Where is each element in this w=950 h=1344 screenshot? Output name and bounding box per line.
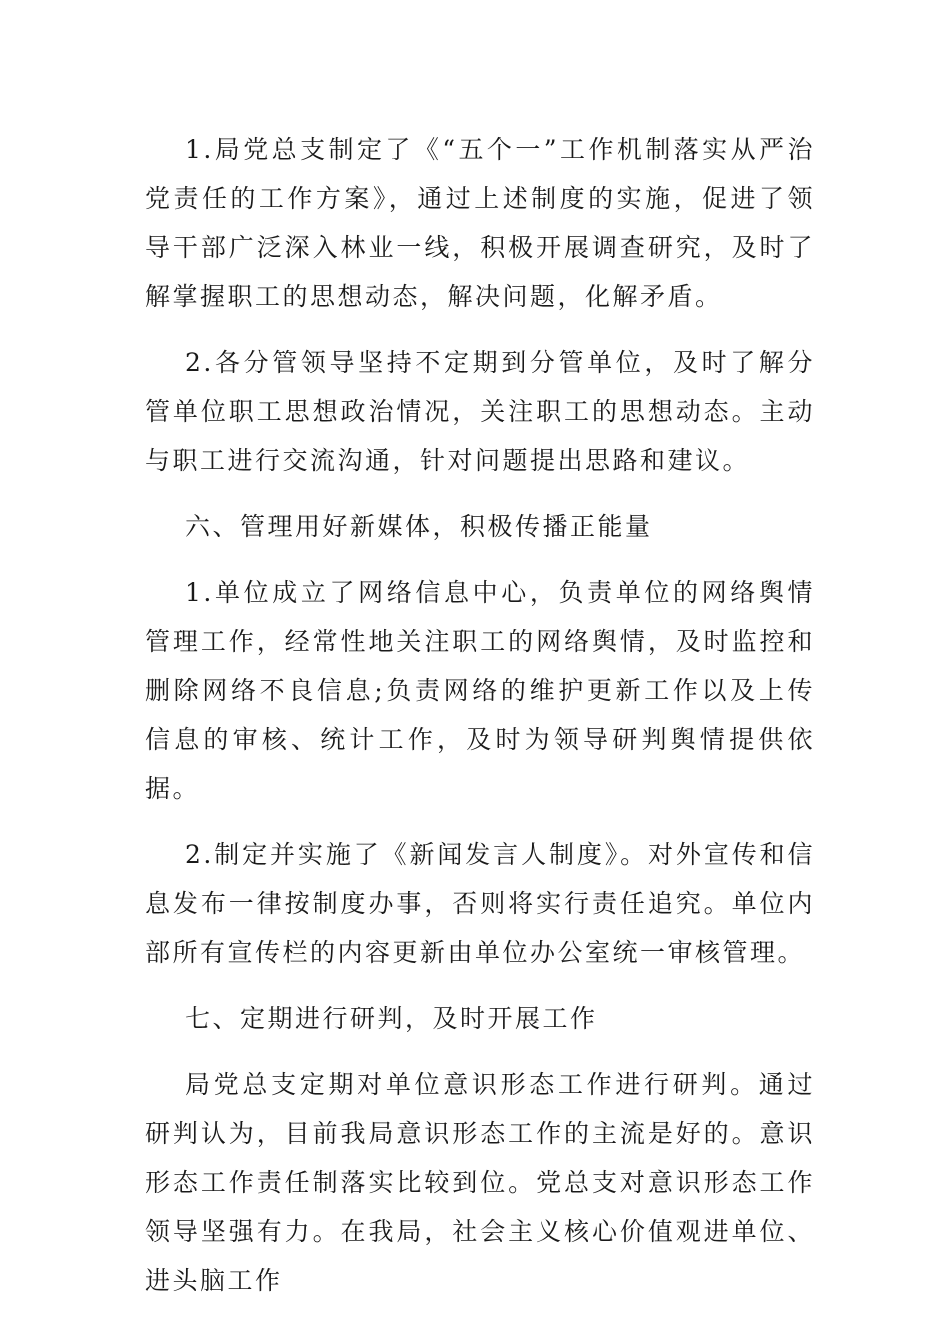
paragraph-6-2: 2.制定并实施了《新闻发言人制度》。对外宣传和信息发布一律按制度办事，否则将实行责任追究。单位内部所有宣传栏的内容更新由单位办公室统一审核管理。 — [145, 840, 815, 967]
section-heading-7: 七、定期进行研判，及时开展工作 — [185, 1004, 598, 1033]
paragraph-1-2: 2.各分管领导坚持不定期到分管单位，及时了解分管单位职工思想政治情况，关注职工的思想动态。主动与职工进行交流沟通，针对问题提出思路和建议。 — [145, 348, 815, 475]
section-heading-6: 六、管理用好新媒体，积极传播正能量 — [185, 512, 653, 541]
paragraph-1-1: 1.局党总支制定了《“五个一”工作机制落实从严治党责任的工作方案》，通过上述制度的实施，促进了领导干部广泛深入林业一线，积极开展调查研究，及时了解掌握职工的思想动态，解决问题，化解矛盾。 — [145, 135, 815, 311]
paragraph-6-1: 1.单位成立了网络信息中心，负责单位的网络舆情管理工作，经常性地关注职工的网络舆情，及时监控和删除网络不良信息;负责网络的维护更新工作以及上传信息的审核、统计工作，及时为领导研判舆情提供依据。 — [145, 578, 815, 803]
paragraph-7-body: 局党总支定期对单位意识形态工作进行研判。通过研判认为，目前我局意识形态工作的主流是好的。意识形态工作责任制落实比较到位。党总支对意识形态工作领导坚强有力。在我局，社会主义核心价值观进单位、进头脑工作 — [145, 1070, 815, 1295]
document-body — [145, 125, 815, 1322]
